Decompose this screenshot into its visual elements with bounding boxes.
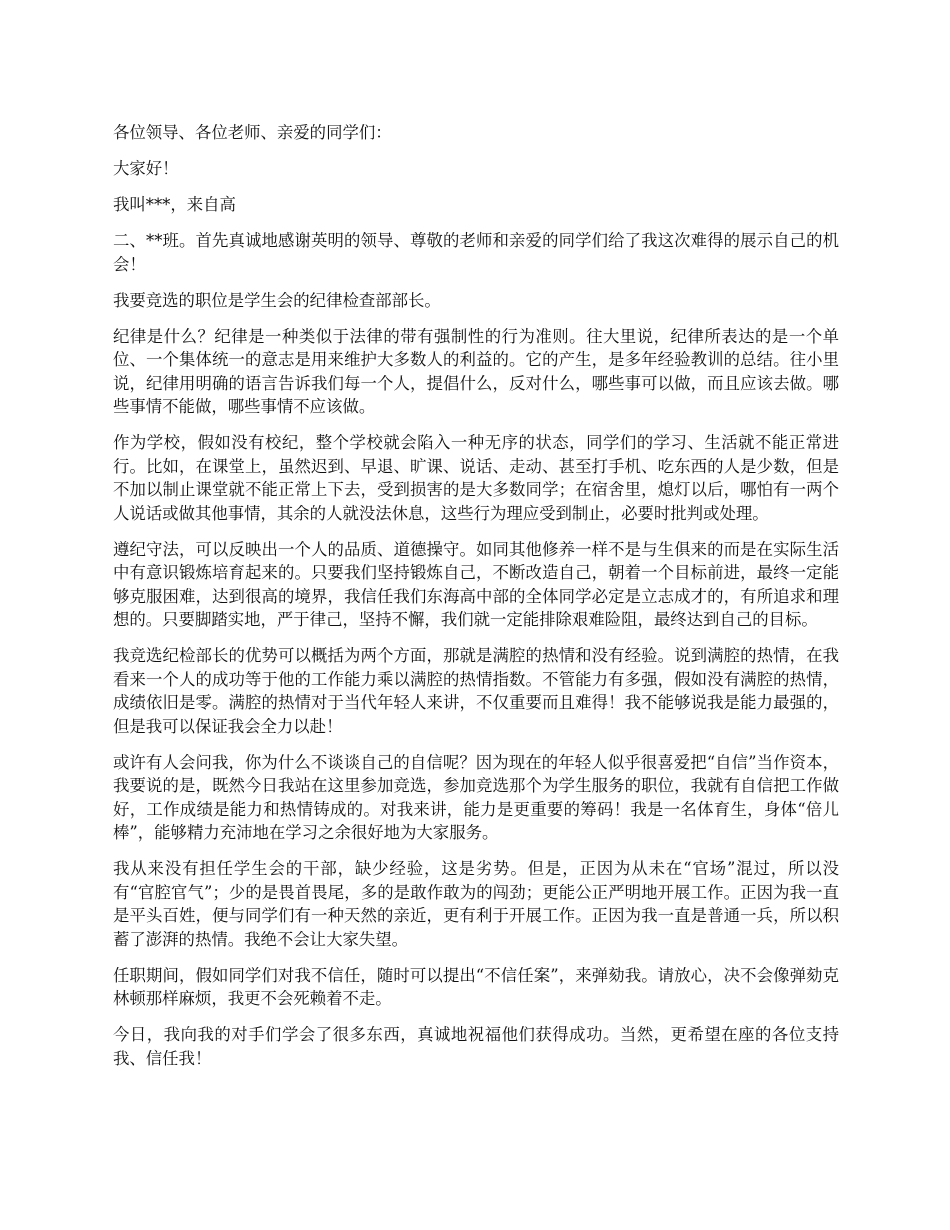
body-paragraph: 我从来没有担任学生会的干部，缺少经验，这是劣势。但是，正因为从未在“官场”混过，所以没有“官腔官气”；少的是畏首畏尾，多的是敢作敢为的闯劲；更能公正严明地开展工作。正因为我一直是平头百姓，便与同学们有一种天然的亲近，更有利于开展工作。正因为我一直是普通一兵，所以积蓄了澎湃的热情。我绝不会让大家失望。 xyxy=(113,859,839,949)
body-paragraph: 二、**班。首先真诚地感谢英明的领导、尊敬的老师和亲爱的同学们给了我这次难得的展示自己的机会！ xyxy=(113,231,839,274)
self-introduction: 我叫***，来自高 xyxy=(113,195,236,214)
body-paragraph: 我竞选纪检部长的优势可以概括为两个方面，那就是满腔的热情和没有经验。说到满腔的热情，在我看来一个人的成功等于他的工作能力乘以满腔的热情指数。不管能力有多强，假如没有满腔的热情，成绩依旧是零。满腔的热情对于当代年轻人来讲，不仅重要而且难得！我不能够说我是能力最强的，但是我可以保证我会全力以赴！ xyxy=(113,646,839,736)
body-paragraph: 遵纪守法，可以反映出一个人的品质、道德操守。如同其他修养一样不是与生俱来的而是在实际生活中有意识锻炼培育起来的。只要我们坚持锻炼自己，不断改造自己，朝着一个目标前进，最终一定能够克服困难，达到很高的境界，我信任我们东海高中部的全体同学必定是立志成才的，有所追求和理想的。只要脚踏实地，严于律己，坚持不懈，我们就一定能排除艰难险阻，最终达到自己的目标。 xyxy=(113,539,839,629)
body-paragraph: 任职期间，假如同学们对我不信任，随时可以提出“不信任案”，来弹劾我。请放心，决不会像弹劾克林顿那样麻烦，我更不会死赖着不走。 xyxy=(113,965,839,1008)
body-paragraph: 或许有人会问我，你为什么不谈谈自己的自信呢？因为现在的年轻人似乎很喜爱把“自信”当作资本，我要说的是，既然今日我站在这里参加竞选，参加竞选那个为学生服务的职位，我就有自信把工作做好，工作成绩是能力和热情铸成的。对我来讲，能力是更重要的筹码！我是一名体育生，身体“倍儿棒”，能够精力充沛地在学习之余很好地为大家服务。 xyxy=(113,752,839,842)
closing-paragraph: 今日，我向我的对手们学会了很多东西，真诚地祝福他们获得成功。当然，更希望在座的各位支持我、信任我！ xyxy=(113,1025,839,1068)
salutation: 各位领导、各位老师、亲爱的同学们： xyxy=(113,123,392,142)
body-paragraph: 作为学校，假如没有校纪，整个学校就会陷入一种无序的状态，同学们的学习、生活就不能正常进行。比如，在课堂上，虽然迟到、早退、旷课、说话、走动、甚至打手机、吃东西的人是少数，但是不加以制止课堂就不能正常上下去，受到损害的是大多数同学；在宿舍里，熄灯以后，哪怕有一两个人说话或做其他事情，其余的人就没法休息，这些行为理应受到制止，必要时批判或处理。 xyxy=(113,433,839,523)
body-paragraph: 纪律是什么？纪律是一种类似于法律的带有强制性的行为准则。往大里说，纪律所表达的是一个单位、一个集体统一的意志是用来维护大多数人的利益的。它的产生，是多年经验教训的总结。往小里说，纪律用明确的语言告诉我们每一个人，提倡什么，反对什么，哪些事可以做，而且应该去做。哪些事情不能做，哪些事情不应该做。 xyxy=(113,326,839,416)
greeting: 大家好！ xyxy=(113,159,179,178)
document-body xyxy=(113,121,839,1083)
body-paragraph: 我要竞选的职位是学生会的纪律检查部部长。 xyxy=(113,290,441,310)
